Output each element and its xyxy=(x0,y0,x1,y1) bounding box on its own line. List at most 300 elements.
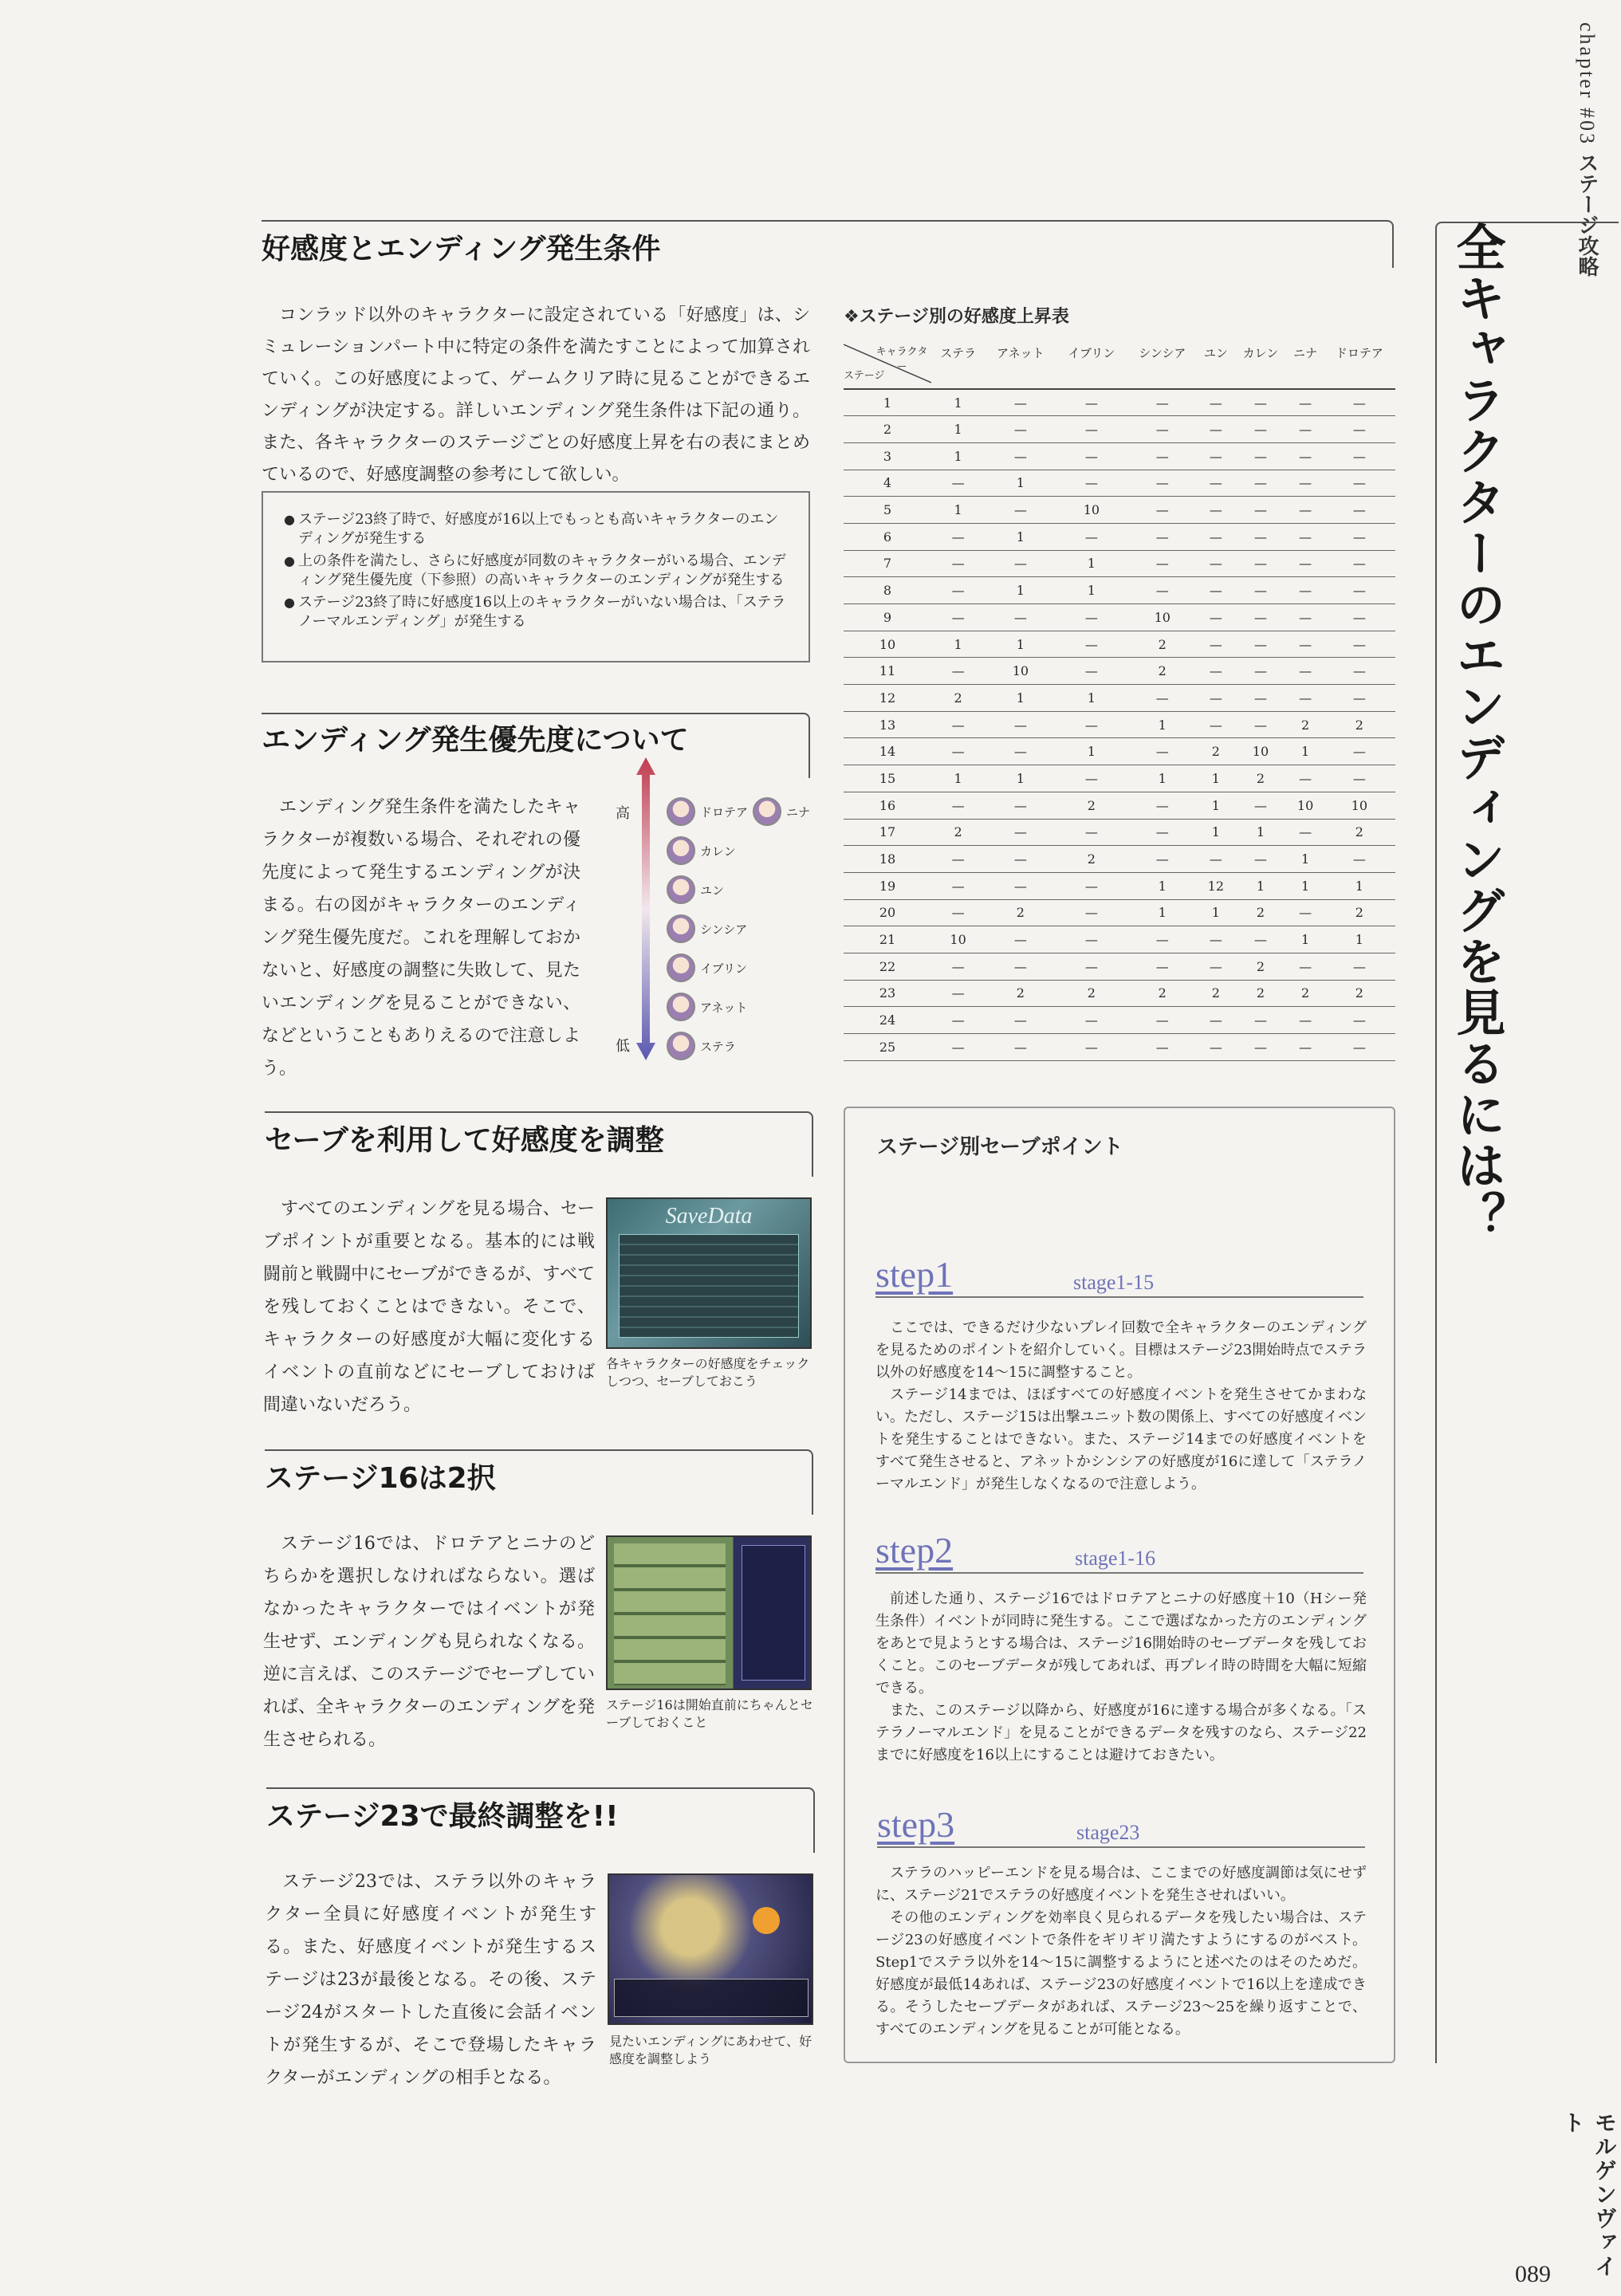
step1-rule xyxy=(875,1296,1363,1298)
stage-cell: 20 xyxy=(844,899,931,926)
priority-paragraph: エンディング発生条件を満たしたキャラクターが複数いる場合、それぞれの優先度によって発生するエンディングが決まる。右の図がキャラクターのエンディング発生優先度だ。これを理解しておかないと、好感度の調整に失敗して、見たいエンディングを見ることができない、などということもありえるので注意しよう。 xyxy=(262,797,580,1079)
value-cell: 1 xyxy=(1056,685,1127,712)
value-cell: 1 xyxy=(931,416,985,443)
corner-label-stage: ステージ xyxy=(844,370,885,382)
priority-char-name: カレン xyxy=(700,843,736,859)
value-cell: 1 xyxy=(1198,765,1233,792)
affection-paragraph: コンラッド以外のキャラクターに設定されている「好感度」は、シミュレーションパート中に特定の条件を満たすことによって加算されていく。この好感度によって、ゲームクリア時に見ることができるエンディングが決定する。詳しいエンディング発生条件は下記の通り。また、各キャラクターのステージごとの好感度上昇を右の表にまとめているので、好感度調整の参考にして欲しい。 xyxy=(262,305,810,485)
step1-paragraph: ステージ14までは、ほぼすべての好感度イベントを発生させてかまわない。ただし、ステージ15は出撃ユニット数の関係上、すべての好感度イベントを発生することはできない。また、ステージ14までの好感度イベントをすべて発生させると、アネットかシンシアの好感度が16に達して「ステラノーマルエンド」が発生しなくなるので注意しよう。 xyxy=(875,1386,1367,1492)
stage23-body xyxy=(265,1866,596,2094)
value-cell: 1 xyxy=(1198,792,1233,819)
value-cell: — xyxy=(1324,416,1395,443)
table-row xyxy=(844,442,1395,470)
value-cell: — xyxy=(1233,792,1287,819)
value-cell: 10 xyxy=(1324,792,1395,819)
chapter-label: chapter #03 xyxy=(1576,22,1599,147)
value-cell: — xyxy=(1288,497,1324,524)
stage-cell: 3 xyxy=(844,442,931,470)
value-cell: 2 xyxy=(931,685,985,712)
value-cell: — xyxy=(985,1007,1056,1034)
value-cell: — xyxy=(1198,685,1233,712)
column-header: ステラ xyxy=(931,333,985,389)
value-cell: — xyxy=(1324,846,1395,873)
priority-char-name: イブリン xyxy=(700,961,747,976)
value-cell: — xyxy=(1056,442,1127,470)
stage-cell: 16 xyxy=(844,792,931,819)
value-cell: — xyxy=(931,550,985,577)
table-row xyxy=(844,470,1395,497)
value-cell: — xyxy=(1056,953,1127,980)
value-cell: — xyxy=(1233,604,1287,631)
value-cell: — xyxy=(1056,872,1127,899)
value-cell: — xyxy=(1127,416,1198,443)
avatar xyxy=(667,836,695,865)
value-cell: 1 xyxy=(1233,872,1287,899)
value-cell: 2 xyxy=(1324,711,1395,738)
affection-body xyxy=(262,300,810,491)
stage-cell: 10 xyxy=(844,631,931,658)
value-cell: 2 xyxy=(1127,658,1198,685)
column-header: アネット xyxy=(985,333,1056,389)
priority-char-evelyn xyxy=(667,952,747,984)
priority-char-yun xyxy=(667,874,724,906)
priority-char-name: ドロテア xyxy=(700,804,749,820)
step2-stage: stage1-16 xyxy=(1075,1547,1156,1570)
stage23-section-title: ステージ23で最終調整を!! xyxy=(266,1800,619,1833)
column-header: ユン xyxy=(1198,333,1233,389)
stage-cell: 8 xyxy=(844,577,931,604)
value-cell: — xyxy=(1198,442,1233,470)
savedata-list xyxy=(619,1234,799,1338)
value-cell: — xyxy=(1056,658,1127,685)
value-cell: — xyxy=(931,1007,985,1034)
avatar xyxy=(753,797,781,826)
value-cell: — xyxy=(1127,792,1198,819)
value-cell: 1 xyxy=(985,631,1056,658)
value-cell: — xyxy=(985,953,1056,980)
value-cell: — xyxy=(1127,846,1198,873)
value-cell: — xyxy=(1056,765,1127,792)
value-cell: — xyxy=(1288,389,1324,416)
value-cell: — xyxy=(1127,819,1198,846)
value-cell: — xyxy=(1233,577,1287,604)
value-cell: — xyxy=(1198,658,1233,685)
table-row xyxy=(844,711,1395,738)
table-row xyxy=(844,416,1395,443)
value-cell: — xyxy=(931,899,985,926)
stage-cell: 25 xyxy=(844,1034,931,1061)
stage-cell: 7 xyxy=(844,550,931,577)
value-cell: 1 xyxy=(1324,926,1395,953)
table-header-row xyxy=(844,333,1395,389)
orb-decoration xyxy=(753,1907,780,1934)
value-cell: — xyxy=(1198,711,1233,738)
avatar xyxy=(667,914,695,943)
table-row xyxy=(844,631,1395,658)
unit-list xyxy=(614,1543,726,1685)
value-cell: — xyxy=(1127,685,1198,712)
step1-paragraph: ここでは、できるだけ少ないプレイ回数で全キャラクターのエンディングを見るためのポイントを紹介していく。目標はステージ23開始時点でステラ以外の好感度を14〜15に調整すること。 xyxy=(875,1319,1367,1381)
table-row xyxy=(844,926,1395,953)
value-cell: 2 xyxy=(1056,980,1127,1007)
value-cell: 1 xyxy=(1127,899,1198,926)
value-cell: 2 xyxy=(1233,899,1287,926)
stage-cell: 6 xyxy=(844,523,931,550)
value-cell: 1 xyxy=(1288,738,1324,765)
value-cell: — xyxy=(1288,604,1324,631)
value-cell: 2 xyxy=(1127,631,1198,658)
value-cell: — xyxy=(1233,416,1287,443)
column-header: イブリン xyxy=(1056,333,1127,389)
stage-cell: 21 xyxy=(844,926,931,953)
value-cell: — xyxy=(1233,1007,1287,1034)
value-cell: — xyxy=(1288,1007,1324,1034)
value-cell: — xyxy=(1288,550,1324,577)
value-cell: 1 xyxy=(1056,738,1127,765)
avatar xyxy=(667,953,695,982)
column-header: ドロテア xyxy=(1324,333,1395,389)
stage-cell: 5 xyxy=(844,497,931,524)
value-cell: — xyxy=(1056,416,1127,443)
table-row xyxy=(844,846,1395,873)
save-paragraph: すべてのエンディングを見る場合、セーブポイントが重要となる。基本的には戦闘前と戦闘中にセーブができるが、すべてを残しておくことはできない。そこで、キャラクターの好感度が大幅に変化するイベントの直前などにセーブしておけば間違いないだろう。 xyxy=(263,1199,595,1415)
stage-cell: 22 xyxy=(844,953,931,980)
table-row xyxy=(844,819,1395,846)
value-cell: — xyxy=(1056,470,1127,497)
value-cell: 10 xyxy=(931,926,985,953)
value-cell: — xyxy=(1056,711,1127,738)
save-caption: 各キャラクターの好感度をチェックしつつ、セーブしておこう xyxy=(606,1356,810,1389)
priority-section-title: エンディング発生優先度について xyxy=(262,724,689,757)
magazine-logo: モルゲンヴァイト xyxy=(1560,2111,1618,2278)
value-cell: — xyxy=(1324,497,1395,524)
value-cell: — xyxy=(1288,685,1324,712)
value-cell: 1 xyxy=(1127,765,1198,792)
value-cell: — xyxy=(1324,658,1395,685)
value-cell: — xyxy=(1288,1034,1324,1061)
value-cell: — xyxy=(931,711,985,738)
value-cell: 2 xyxy=(1198,980,1233,1007)
value-cell: 2 xyxy=(1127,980,1198,1007)
priority-char-stella xyxy=(667,1030,736,1062)
column-header: ニナ xyxy=(1288,333,1324,389)
value-cell: — xyxy=(1324,577,1395,604)
value-cell: — xyxy=(1288,658,1324,685)
vertical-title: 全キャラクターのエンディングを見るには？ xyxy=(1448,222,1506,1242)
table-body xyxy=(844,389,1395,1060)
step2-paragraph: また、このステージ以降から、好感度が16に達する場合が多くなる。「ステラノーマルエンド」を見ることができるデータを残すのなら、ステージ22までに好感度を16以上にすることは避けておきたい。 xyxy=(875,1702,1367,1763)
value-cell: — xyxy=(1233,631,1287,658)
ending-conditions-box xyxy=(262,491,810,662)
value-cell: — xyxy=(1127,389,1198,416)
value-cell: — xyxy=(1324,1007,1395,1034)
stage-cell: 4 xyxy=(844,470,931,497)
value-cell: 1 xyxy=(985,470,1056,497)
value-cell: 2 xyxy=(1056,792,1127,819)
value-cell: — xyxy=(1233,846,1287,873)
value-cell: — xyxy=(1198,953,1233,980)
value-cell: — xyxy=(985,711,1056,738)
value-cell: — xyxy=(1233,550,1287,577)
value-cell: — xyxy=(1288,416,1324,443)
avatar xyxy=(667,993,695,1021)
value-cell: — xyxy=(1198,631,1233,658)
value-cell: — xyxy=(1198,550,1233,577)
priority-char-cynthia xyxy=(667,913,747,945)
value-cell: — xyxy=(1233,658,1287,685)
value-cell: 1 xyxy=(1127,711,1198,738)
stage16-title-rule xyxy=(265,1449,813,1515)
value-cell: — xyxy=(1198,389,1233,416)
priority-arrow-icon xyxy=(636,757,655,1060)
stage-cell: 17 xyxy=(844,819,931,846)
value-cell: — xyxy=(1324,738,1395,765)
value-cell: 1 xyxy=(931,631,985,658)
table-row xyxy=(844,899,1395,926)
stage-cell: 14 xyxy=(844,738,931,765)
value-cell: — xyxy=(1056,899,1127,926)
value-cell: 2 xyxy=(1233,980,1287,1007)
value-cell: 2 xyxy=(1233,953,1287,980)
dialogue-window xyxy=(614,1979,809,2017)
value-cell: — xyxy=(931,604,985,631)
table-row xyxy=(844,497,1395,524)
step3-stage: stage23 xyxy=(1076,1821,1140,1844)
stage23-title-rule xyxy=(266,1787,815,1853)
step3-label: step3 xyxy=(877,1804,955,1845)
value-cell: — xyxy=(1198,470,1233,497)
stage23-caption: 見たいエンディングにあわせて、好感度を調整しよう xyxy=(609,2034,812,2066)
stage-cell: 24 xyxy=(844,1007,931,1034)
stage-cell: 13 xyxy=(844,711,931,738)
savedata-screenshot-title: SaveData xyxy=(665,1204,753,1229)
table-row xyxy=(844,604,1395,631)
value-cell: 2 xyxy=(931,819,985,846)
value-cell: — xyxy=(1233,685,1287,712)
save-section-title: セーブを利用して好感度を調整 xyxy=(265,1124,664,1157)
value-cell: — xyxy=(1324,470,1395,497)
stage-cell: 18 xyxy=(844,846,931,873)
priority-char-name: アネット xyxy=(700,1000,748,1015)
value-cell: 10 xyxy=(1127,604,1198,631)
value-cell: — xyxy=(985,604,1056,631)
stage16-paragraph: ステージ16では、ドロテアとニナのどちらかを選択しなければならない。選ばなかったキャラクターではイベントが発生せず、エンディングも見られなくなる。逆に言えば、このステージでセーブしていれば、全キャラクターのエンディングを発生させられる。 xyxy=(263,1534,595,1750)
value-cell: — xyxy=(1127,497,1198,524)
value-cell: — xyxy=(1324,631,1395,658)
priority-char-name: ニナ xyxy=(786,804,811,820)
value-cell: 10 xyxy=(1233,738,1287,765)
priority-body xyxy=(262,791,580,1085)
priority-char-name: ステラ xyxy=(700,1039,736,1054)
table-row xyxy=(844,1034,1395,1061)
value-cell: 2 xyxy=(1288,711,1324,738)
stage-cell: 1 xyxy=(844,389,931,416)
value-cell: — xyxy=(1324,523,1395,550)
value-cell: 1 xyxy=(985,577,1056,604)
value-cell: — xyxy=(931,953,985,980)
stage-cell: 9 xyxy=(844,604,931,631)
save-body xyxy=(263,1193,595,1421)
value-cell: — xyxy=(1198,604,1233,631)
value-cell: 1 xyxy=(1198,819,1233,846)
value-cell: — xyxy=(1198,1007,1233,1034)
value-cell: 10 xyxy=(1056,497,1127,524)
value-cell: 1 xyxy=(931,389,985,416)
step1-stage: stage1-15 xyxy=(1073,1271,1155,1294)
step3-rule xyxy=(877,1846,1365,1848)
condition-item: ● 上の条件を満たし、さらに好感度が同数のキャラクターがいる場合、エンディング発生優先度（下参照）の高いキャラクターのエンディングが発生する xyxy=(284,552,788,590)
value-cell: 1 xyxy=(1288,926,1324,953)
priority-title-rule xyxy=(262,713,810,778)
value-cell: — xyxy=(1127,470,1198,497)
value-cell: — xyxy=(1288,953,1324,980)
value-cell: — xyxy=(1233,497,1287,524)
value-cell: — xyxy=(1127,1007,1198,1034)
step3-paragraph: ステラのハッピーエンドを見る場合は、ここまでの好感度調節は気にせずに、ステージ21でステラの好感度イベントを発生させればいい。 xyxy=(875,1865,1367,1904)
value-cell: — xyxy=(1127,550,1198,577)
affection-title-rule xyxy=(262,220,1394,268)
stage16-body xyxy=(263,1527,595,1756)
value-cell: — xyxy=(1288,631,1324,658)
value-cell: — xyxy=(1127,523,1198,550)
value-cell: — xyxy=(1198,1034,1233,1061)
value-cell: 2 xyxy=(985,980,1056,1007)
stage-cell: 23 xyxy=(844,980,931,1007)
value-cell: 2 xyxy=(1233,765,1287,792)
value-cell: — xyxy=(985,497,1056,524)
table-row xyxy=(844,953,1395,980)
table-corner-cell xyxy=(844,333,931,389)
value-cell: — xyxy=(985,416,1056,443)
value-cell: — xyxy=(931,523,985,550)
value-cell: — xyxy=(985,846,1056,873)
condition-item: ● ステージ23終了時に好感度16以上のキャラクターがいない場合は、「ステラノーマルエンディング」が発生する xyxy=(284,593,788,631)
step2-rule xyxy=(875,1572,1363,1574)
table-row xyxy=(844,658,1395,685)
value-cell: — xyxy=(985,738,1056,765)
table-title: ❖ステージ別の好感度上昇表 xyxy=(844,307,1069,327)
column-header: シンシア xyxy=(1127,333,1198,389)
step1-text xyxy=(875,1317,1367,1496)
value-cell: — xyxy=(1198,497,1233,524)
value-cell: — xyxy=(1127,953,1198,980)
value-cell: — xyxy=(931,577,985,604)
corner-label-character: キャラクター xyxy=(875,346,928,373)
value-cell: — xyxy=(1324,1034,1395,1061)
status-panel xyxy=(742,1545,805,1681)
stage-cell: 15 xyxy=(844,765,931,792)
priority-high-label: 高 xyxy=(616,805,630,822)
value-cell: 2 xyxy=(1056,846,1127,873)
value-cell: — xyxy=(1233,523,1287,550)
priority-char-dorothea xyxy=(667,796,748,828)
value-cell: — xyxy=(1198,523,1233,550)
value-cell: — xyxy=(1324,953,1395,980)
value-cell: 1 xyxy=(1233,819,1287,846)
condition-item: ● ステージ23終了時で、好感度が16以上でもっとも高いキャラクターのエンディングが発生する xyxy=(284,510,788,548)
value-cell: — xyxy=(1056,604,1127,631)
table-row xyxy=(844,765,1395,792)
value-cell: 1 xyxy=(931,442,985,470)
stage16-caption: ステージ16は開始直前にちゃんとセーブしておくこと xyxy=(606,1697,813,1730)
value-cell: — xyxy=(931,658,985,685)
value-cell: — xyxy=(985,926,1056,953)
value-cell: 2 xyxy=(985,899,1056,926)
value-cell: 12 xyxy=(1198,872,1233,899)
value-cell: 1 xyxy=(931,765,985,792)
value-cell: 2 xyxy=(1324,819,1395,846)
table-row xyxy=(844,1007,1395,1034)
avatar xyxy=(667,797,695,826)
priority-low-label: 低 xyxy=(616,1038,630,1055)
value-cell: — xyxy=(1127,577,1198,604)
affection-section-title: 好感度とエンディング発生条件 xyxy=(262,233,661,265)
value-cell: — xyxy=(1127,442,1198,470)
value-cell: — xyxy=(1056,523,1127,550)
priority-char-name: ユン xyxy=(700,883,725,898)
value-cell: 2 xyxy=(1324,980,1395,1007)
value-cell: 1 xyxy=(931,497,985,524)
value-cell: — xyxy=(1198,416,1233,443)
value-cell: — xyxy=(1324,765,1395,792)
table-row xyxy=(844,738,1395,765)
value-cell: 1 xyxy=(985,765,1056,792)
value-cell: 1 xyxy=(985,523,1056,550)
table-row xyxy=(844,980,1395,1007)
value-cell: — xyxy=(931,792,985,819)
value-cell: 1 xyxy=(1056,577,1127,604)
value-cell: 1 xyxy=(1198,899,1233,926)
value-cell: — xyxy=(931,470,985,497)
table-row xyxy=(844,550,1395,577)
stage-cell: 11 xyxy=(844,658,931,685)
savedata-screenshot xyxy=(606,1197,812,1349)
value-cell: — xyxy=(1127,738,1198,765)
step3-paragraph: その他のエンディングを効率良く見られるデータを残したい場合は、ステージ23の好感度イベントで条件をギリギリ満たすようにするのがベスト。Step1でステラ以外を14〜15に調整するようにと述べたのはそのためだ。好感度が最低14あれば、ステージ23の好感度イベントで16以上を達成できる。そうしたセーブデータがあれば、ステージ23〜25を繰り返すことで、すべてのエンディングを見ることが可能となる。 xyxy=(875,1909,1367,2038)
value-cell: — xyxy=(1288,819,1324,846)
value-cell: — xyxy=(1288,765,1324,792)
table-row xyxy=(844,872,1395,899)
stage-cell: 2 xyxy=(844,416,931,443)
value-cell: — xyxy=(1233,1034,1287,1061)
value-cell: — xyxy=(931,980,985,1007)
step2-paragraph: 前述した通り、ステージ16ではドロテアとニナの好感度＋10（Hシー発生条件）イベントが同時に発生する。ここで選ばなかった方のエンディングをあとで見ようとする場合は、ステージ16開始時のセーブデータを残しておくこと。このセーブデータが残してあれば、再プレイ時の時間を大幅に短縮できる。 xyxy=(875,1590,1367,1696)
step2-label: step2 xyxy=(875,1530,954,1571)
value-cell: — xyxy=(1056,631,1127,658)
value-cell: 1 xyxy=(1056,550,1127,577)
affection-growth-table xyxy=(844,333,1395,1061)
value-cell: — xyxy=(1056,926,1127,953)
stage16-section-title: ステージ16は2択 xyxy=(265,1462,496,1495)
value-cell: 1 xyxy=(985,685,1056,712)
value-cell: — xyxy=(985,442,1056,470)
avatar xyxy=(667,1032,695,1060)
value-cell: — xyxy=(1324,550,1395,577)
table-row xyxy=(844,523,1395,550)
priority-char-nina xyxy=(753,796,810,828)
save-title-rule xyxy=(265,1111,813,1177)
priority-char-annette xyxy=(667,991,747,1023)
stage23-paragraph: ステージ23では、ステラ以外のキャラクター全員に好感度イベントが発生する。また、好感度イベントが発生するステージは23が最後となる。その後、ステージ24がスタートした直後に会話イベントが発生するが、そこで登場したキャラクターがエンディングの相手となる。 xyxy=(265,1872,596,2088)
value-cell: 1 xyxy=(1288,872,1324,899)
value-cell: — xyxy=(1056,1007,1127,1034)
value-cell: — xyxy=(1233,389,1287,416)
value-cell: — xyxy=(1198,577,1233,604)
value-cell: — xyxy=(931,846,985,873)
value-cell: — xyxy=(931,1034,985,1061)
value-cell: — xyxy=(985,872,1056,899)
table-row xyxy=(844,577,1395,604)
